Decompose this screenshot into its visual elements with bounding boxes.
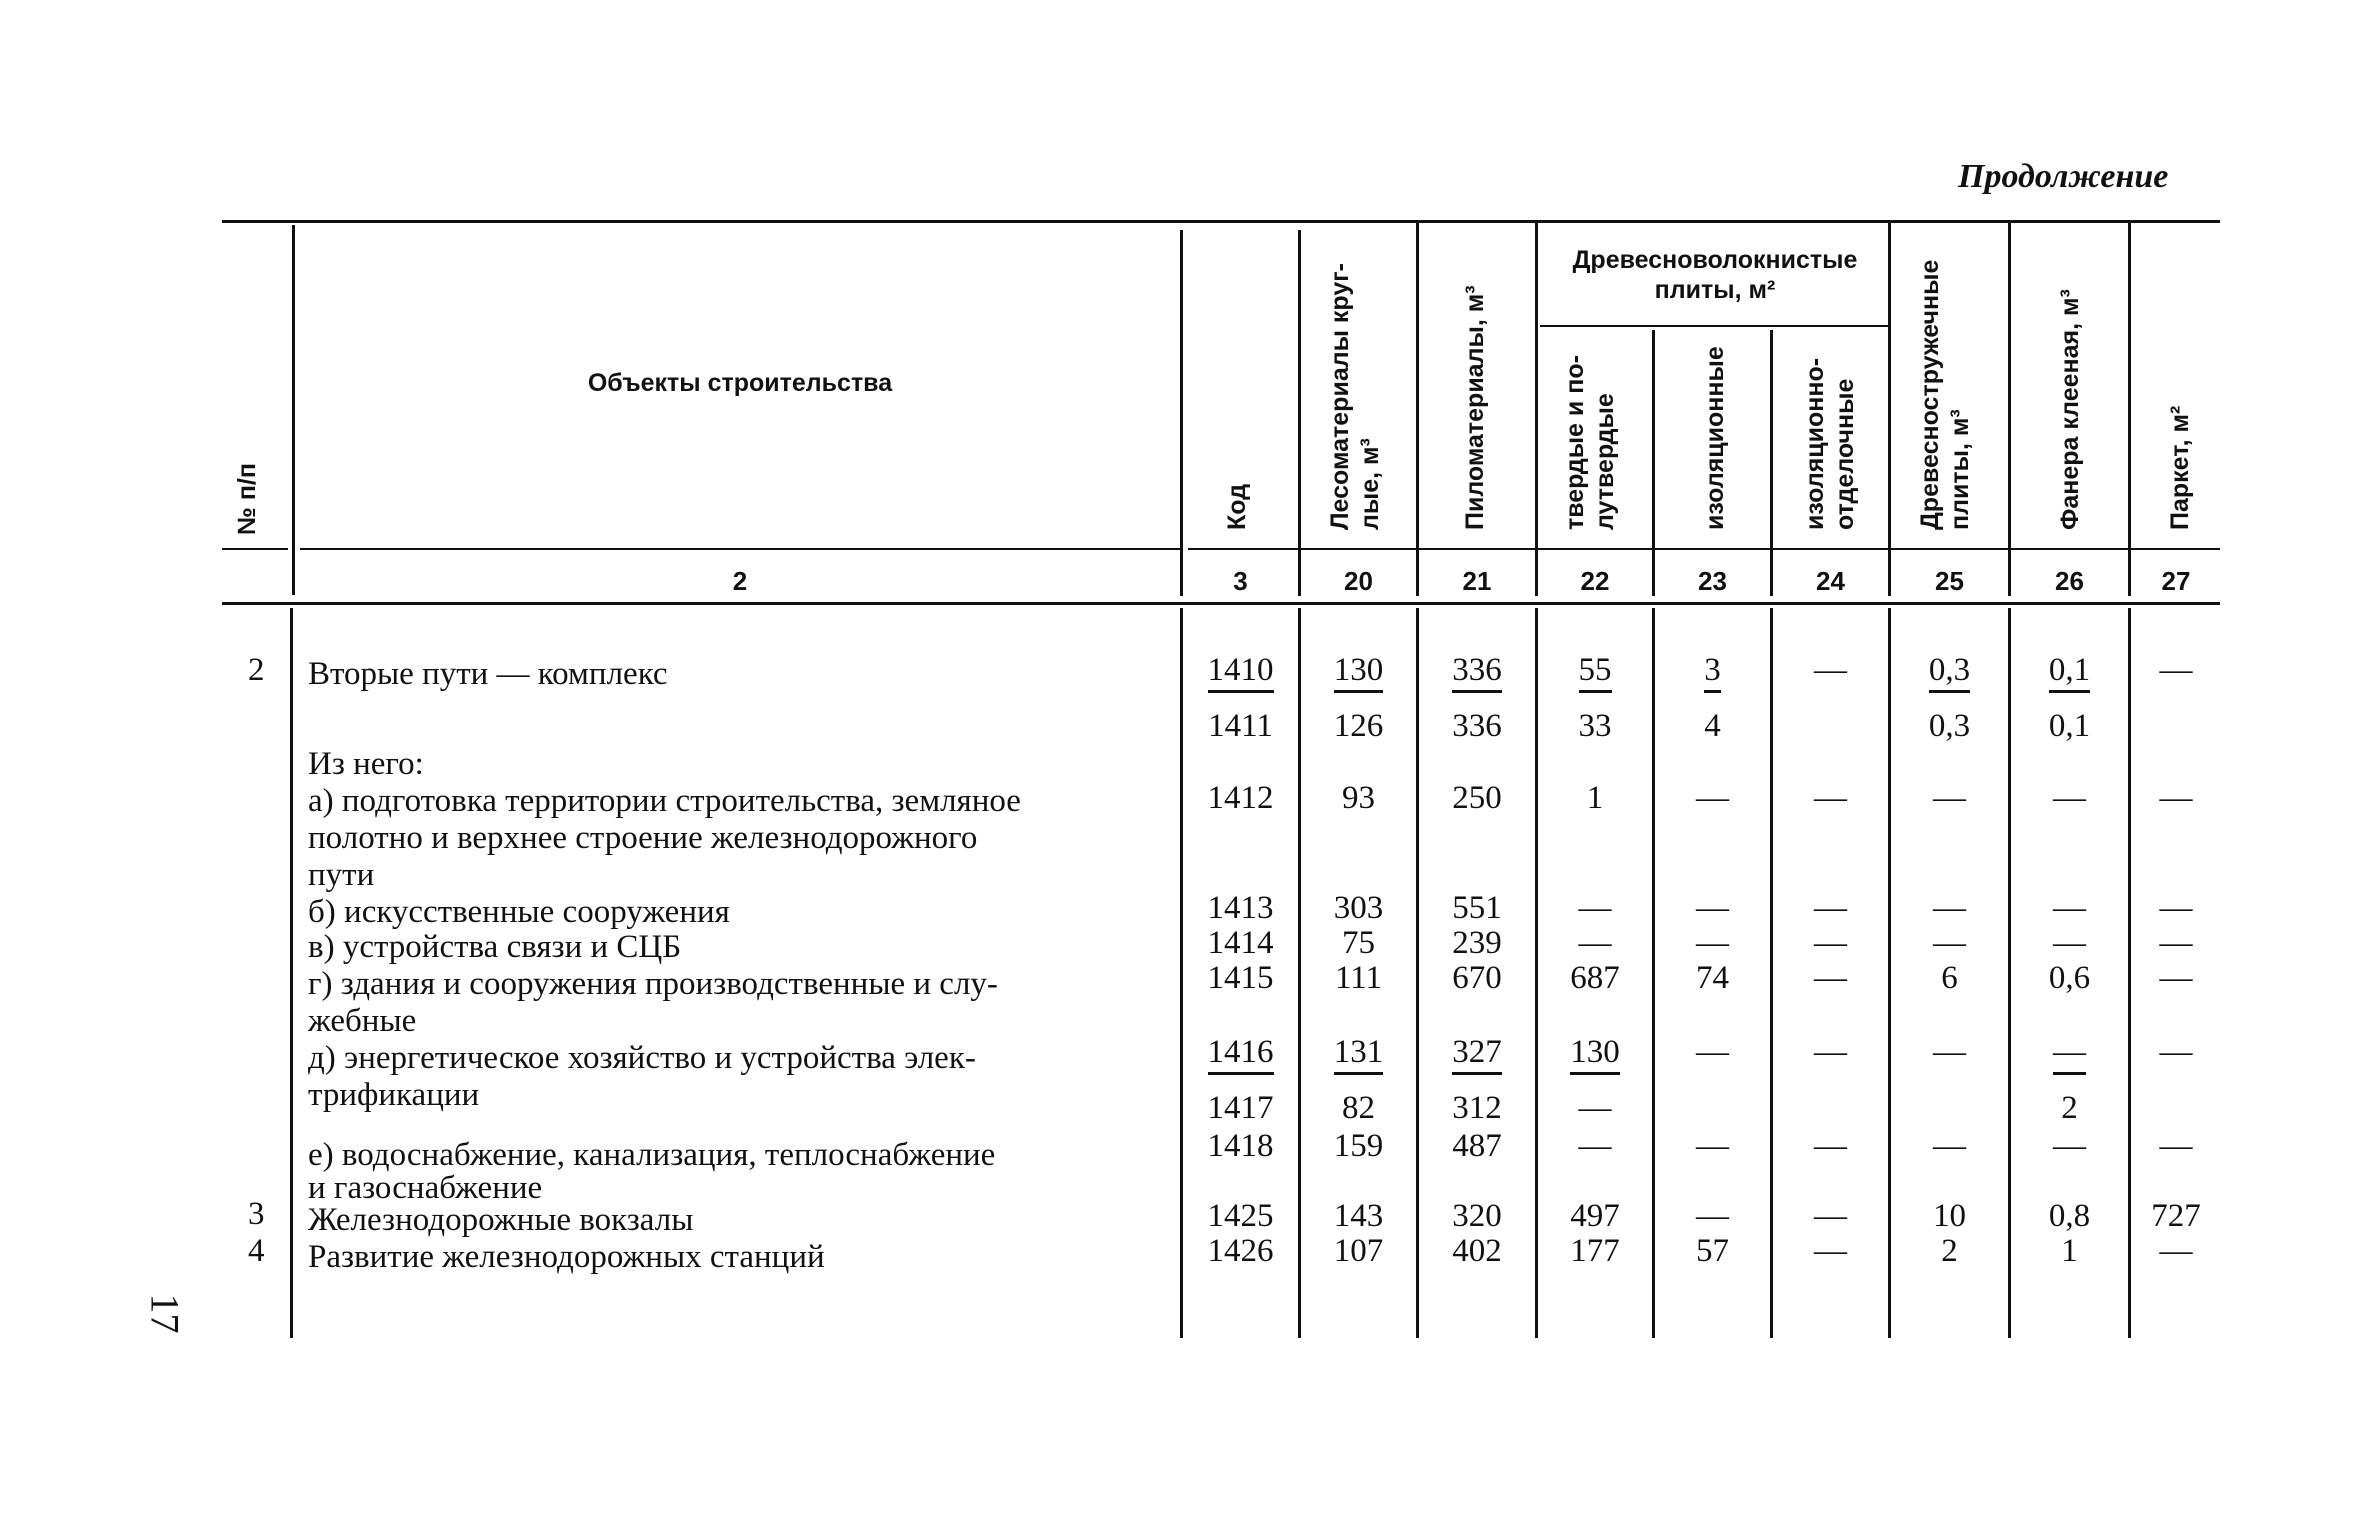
value: 1 xyxy=(1586,780,1604,816)
value: 0,1 xyxy=(2049,652,2090,693)
vline xyxy=(292,225,295,595)
row-label: а) подготовка территории строительства, земляное xyxy=(308,783,1021,819)
colnum: 3 xyxy=(1233,566,1248,596)
row-number: 2 xyxy=(248,652,265,688)
row-number: 3 xyxy=(248,1196,265,1232)
value: — xyxy=(2159,1034,2193,1070)
value: 0,6 xyxy=(2048,960,2091,996)
value: — xyxy=(2053,1128,2086,1164)
value: — xyxy=(1696,1128,1729,1164)
vline xyxy=(2128,222,2131,596)
header-insulating: изоляционные xyxy=(1701,346,1729,530)
value: 0,3 xyxy=(1928,708,1971,744)
value: 130 xyxy=(1334,652,1384,693)
value: 2 xyxy=(2061,1090,2078,1126)
vline xyxy=(1298,230,1301,596)
vline xyxy=(1770,330,1773,596)
value: 107 xyxy=(1333,1233,1384,1269)
value: 4 xyxy=(1704,708,1721,744)
value: — xyxy=(1696,890,1729,926)
value: — xyxy=(1696,1034,1729,1070)
numbers-bottom-rule xyxy=(222,602,2220,605)
value: — xyxy=(1814,925,1847,961)
row-label: и газоснабжение xyxy=(308,1170,543,1206)
row-label: в) устройства связи и СЦБ xyxy=(308,929,682,965)
value: 336 xyxy=(1452,652,1502,693)
value: 670 xyxy=(1452,960,1502,996)
row-label: полотно и верхнее строение железнодорожного xyxy=(308,820,978,856)
value: 1 xyxy=(2061,1233,2078,1269)
header-round-timber: Лесоматериалы круг-лые, м³ xyxy=(1326,263,1384,530)
header-bottom-rule xyxy=(1188,548,2220,550)
value: 111 xyxy=(1334,960,1383,996)
value: 143 xyxy=(1333,1198,1384,1234)
value: — xyxy=(1933,925,1966,961)
value: — xyxy=(1814,1233,1847,1269)
value: — xyxy=(1814,960,1847,996)
value: — xyxy=(2159,1128,2193,1164)
value: — xyxy=(2159,652,2193,688)
value: — xyxy=(2159,1233,2193,1269)
value: — xyxy=(1933,890,1966,926)
value: — xyxy=(1814,1034,1847,1070)
header-insulating-finishing: изоляционно-отделочные xyxy=(1801,357,1859,530)
row-label: жебные xyxy=(308,1003,417,1039)
value: 75 xyxy=(1342,925,1375,961)
table-top-rule xyxy=(222,220,2220,223)
row-label: д) энергетическое хозяйство и устройства элек- xyxy=(308,1040,976,1076)
value: 6 xyxy=(1941,960,1958,996)
header-parquet: Паркет, м² xyxy=(2166,405,2194,530)
code: 1415 xyxy=(1207,960,1274,996)
vline xyxy=(1416,222,1419,596)
colnum: 23 xyxy=(1698,566,1727,596)
value: — xyxy=(1578,890,1612,926)
value: 487 xyxy=(1452,1128,1502,1164)
code: 1426 xyxy=(1207,1233,1274,1269)
row-label: пути xyxy=(308,857,375,893)
colnum: 21 xyxy=(1462,566,1492,596)
value: — xyxy=(1814,1198,1847,1234)
row-number: 4 xyxy=(248,1233,265,1269)
objects-col-rule xyxy=(300,548,1180,550)
colnum: 24 xyxy=(1816,566,1845,596)
value: — xyxy=(2053,890,2086,926)
code: 1418 xyxy=(1207,1128,1274,1164)
row-label: б) искусственные сооружения xyxy=(308,894,730,930)
vline xyxy=(1180,230,1183,596)
header-objects: Объекты строительства xyxy=(587,369,893,397)
value: 336 xyxy=(1452,708,1502,744)
row-label: Железнодорожные вокзалы xyxy=(308,1202,694,1238)
value: — xyxy=(1696,1198,1729,1234)
fiberboard-group-rule xyxy=(1540,325,1890,327)
value: 312 xyxy=(1452,1090,1502,1126)
value: — xyxy=(1933,1128,1966,1164)
value: — xyxy=(1578,1090,1612,1126)
colnum: 27 xyxy=(2161,566,2191,596)
value: 126 xyxy=(1333,708,1384,744)
header-fiberboard-group: Древесноволокнистые плиты, м² xyxy=(1572,246,1858,304)
value: 57 xyxy=(1696,1233,1729,1269)
code: 1417 xyxy=(1207,1090,1274,1126)
value: — xyxy=(1814,1128,1847,1164)
header-code: Код xyxy=(1223,483,1251,530)
value: — xyxy=(1933,1034,1966,1070)
value: 0,3 xyxy=(1929,652,1970,693)
value: — xyxy=(2053,1034,2086,1075)
value: 402 xyxy=(1452,1233,1502,1269)
code: 1414 xyxy=(1207,925,1274,961)
value: 177 xyxy=(1570,1233,1620,1269)
value: — xyxy=(2159,960,2193,996)
colnum: 26 xyxy=(2055,566,2084,596)
value: — xyxy=(2053,780,2086,816)
value: — xyxy=(2053,925,2086,961)
continuation-label: Продолжение xyxy=(1958,158,2169,195)
colnum: 25 xyxy=(1935,566,1964,596)
header-chipboard: Древесностружечные плиты, м³ xyxy=(1916,259,1974,530)
value: 130 xyxy=(1570,1034,1620,1075)
value: — xyxy=(1578,925,1612,961)
code: 1411 xyxy=(1208,708,1273,744)
value: — xyxy=(1814,652,1847,688)
row-label: Вторые пути — комплекс xyxy=(308,656,668,692)
value: 320 xyxy=(1452,1198,1502,1234)
value: 727 xyxy=(2151,1198,2201,1234)
value: 10 xyxy=(1933,1198,1966,1234)
value: 93 xyxy=(1342,780,1375,816)
value: 239 xyxy=(1452,925,1502,961)
header-num: № п/п xyxy=(233,463,261,535)
colnum: 2 xyxy=(732,566,748,596)
num-col-rule xyxy=(222,548,288,550)
row-label: Из него: xyxy=(308,746,424,782)
value: 82 xyxy=(1342,1090,1375,1126)
code: 1416 xyxy=(1208,1034,1274,1075)
value: 74 xyxy=(1696,960,1729,996)
value: 327 xyxy=(1452,1034,1502,1075)
value: — xyxy=(2159,925,2193,961)
value: 0,8 xyxy=(2048,1198,2091,1234)
row-label: трификации xyxy=(308,1077,480,1113)
code: 1413 xyxy=(1207,890,1274,926)
value: — xyxy=(1814,780,1847,816)
value: 33 xyxy=(1578,708,1612,744)
value: 250 xyxy=(1452,780,1502,816)
colnum: 20 xyxy=(1344,566,1373,596)
vline xyxy=(290,608,293,1338)
row-label: Развитие железнодорожных станций xyxy=(308,1239,825,1275)
colnum: 22 xyxy=(1580,566,1610,596)
header-plywood: Фанера клееная, м³ xyxy=(2056,289,2084,530)
vline xyxy=(1535,222,1538,596)
header-hard: твердые и по-лутвердые xyxy=(1561,355,1619,530)
value: — xyxy=(1696,925,1729,961)
vline xyxy=(2008,222,2011,596)
vline xyxy=(1652,330,1655,596)
value: — xyxy=(2159,780,2193,816)
code: 1410 xyxy=(1208,652,1274,693)
code: 1425 xyxy=(1207,1198,1274,1234)
value: 2 xyxy=(1941,1233,1958,1269)
value: — xyxy=(2159,890,2193,926)
header-sawn-timber: Пиломатериалы, м³ xyxy=(1461,285,1489,530)
value: 131 xyxy=(1334,1034,1384,1075)
code: 1412 xyxy=(1207,780,1274,816)
value: 687 xyxy=(1570,960,1620,996)
value: 551 xyxy=(1452,890,1502,926)
value: 3 xyxy=(1704,652,1721,693)
value: 0,1 xyxy=(2048,708,2091,744)
value: — xyxy=(1933,780,1966,816)
value: — xyxy=(1578,1128,1612,1164)
value: 159 xyxy=(1333,1128,1384,1164)
value: 303 xyxy=(1333,890,1384,926)
value: 497 xyxy=(1570,1198,1620,1234)
row-label: г) здания и сооружения производственные и слу- xyxy=(308,966,998,1002)
page-number: 17 xyxy=(142,1293,188,1334)
row-label: е) водоснабжение, канализация, теплоснабжение xyxy=(308,1137,996,1173)
value: — xyxy=(1814,890,1847,926)
value: 55 xyxy=(1579,652,1612,693)
value: — xyxy=(1696,780,1729,816)
